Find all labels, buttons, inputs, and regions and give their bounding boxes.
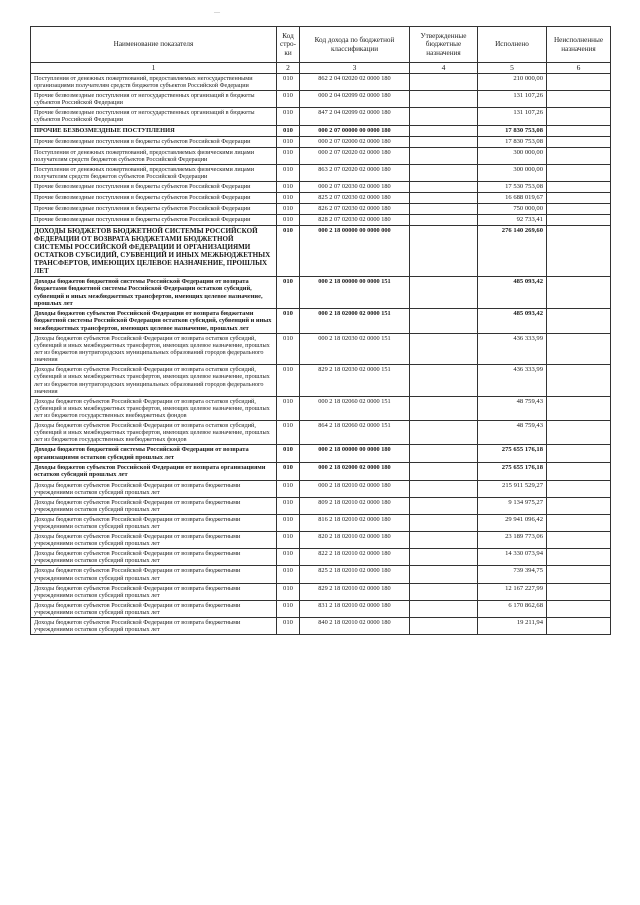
approved-cell [410, 214, 478, 225]
indicator-name-cell: Доходы бюджетов субъектов Российской Федерации от возврата бюджетными учреждениями остатков субсидий прошлых лет [31, 514, 277, 531]
header-approved: Утвержденные бюджетные назначения [410, 27, 478, 63]
indicator-name-cell: Доходы бюджетов субъектов Российской Федерации от возврата бюджетными учреждениями остатков субсидий прошлых лет [31, 549, 277, 566]
unexecuted-cell [547, 91, 611, 108]
executed-cell: 9 134 975,27 [478, 497, 547, 514]
unexecuted-cell [547, 497, 611, 514]
income-code-cell: 000 2 07 02030 02 0000 180 [300, 181, 410, 192]
line-code-cell: 010 [277, 583, 300, 600]
executed-cell: 17 830 753,08 [478, 125, 547, 136]
indicator-name-cell: Доходы бюджетов субъектов Российской Федерации от возврата бюджетными учреждениями остатков субсидий прошлых лет [31, 618, 277, 635]
unexecuted-cell [547, 583, 611, 600]
unexecuted-cell [547, 566, 611, 583]
line-code-cell: 010 [277, 276, 300, 308]
line-code-cell: 010 [277, 108, 300, 125]
table-row [31, 396, 611, 420]
header-indicator-name: Наименование показателя [31, 27, 277, 63]
column-number: 3 [300, 63, 410, 74]
header-row [31, 27, 611, 63]
income-code-cell: 829 2 18 02010 02 0000 180 [300, 583, 410, 600]
table-row [31, 276, 611, 308]
income-code-cell: 840 2 18 02010 02 0000 180 [300, 618, 410, 635]
income-code-cell: 825 2 18 02010 02 0000 180 [300, 566, 410, 583]
indicator-name-cell: Доходы бюджетов субъектов Российской Федерации от возврата бюджетными учреждениями остатков субсидий прошлых лет [31, 600, 277, 617]
indicator-name-cell: Прочие безвозмездные поступления в бюджеты субъектов Российской Федерации [31, 181, 277, 192]
executed-cell: 19 211,94 [478, 618, 547, 635]
executed-cell: 436 333,99 [478, 334, 547, 365]
table-row [31, 421, 611, 445]
executed-cell: 275 655 176,18 [478, 445, 547, 463]
income-code-cell: 864 2 18 02060 02 0000 151 [300, 421, 410, 445]
line-code-cell: 010 [277, 365, 300, 396]
approved-cell [410, 532, 478, 549]
indicator-name-cell: ДОХОДЫ БЮДЖЕТОВ БЮДЖЕТНОЙ СИСТЕМЫ РОССИЙСКОЙ ФЕДЕРАЦИИ ОТ ВОЗВРАТА БЮДЖЕТАМИ БЮДЖЕТНОЙ СИСТЕМЫ РОССИЙСКОЙ ФЕДЕРАЦИИ И ОРГАНИЗАЦИЯМИ ОСТАТКОВ СУБСИДИЙ, СУБВЕНЦИЙ И ИНЫХ МЕЖБЮДЖЕТНЫХ ТРАНСФЕРТОВ, ИМЕЮЩИХ ЦЕЛЕВОЕ НАЗНАЧЕНИЕ, ПРОШЛЫХ ЛЕТ [31, 225, 277, 276]
executed-cell: 276 140 269,60 [478, 225, 547, 276]
unexecuted-cell [547, 396, 611, 420]
unexecuted-cell [547, 136, 611, 147]
header-unexecuted: Неисполненные назначения [547, 27, 611, 63]
approved-cell [410, 225, 478, 276]
line-code-cell: 010 [277, 334, 300, 365]
executed-cell: 12 167 227,99 [478, 583, 547, 600]
table-row [31, 108, 611, 125]
unexecuted-cell [547, 480, 611, 497]
executed-cell: 436 333,99 [478, 365, 547, 396]
unexecuted-cell [547, 214, 611, 225]
income-code-cell: 000 2 07 00000 00 0000 180 [300, 125, 410, 136]
executed-cell: 23 189 773,06 [478, 532, 547, 549]
unexecuted-cell [547, 549, 611, 566]
line-code-cell: 010 [277, 181, 300, 192]
table-row [31, 125, 611, 136]
approved-cell [410, 566, 478, 583]
unexecuted-cell [547, 334, 611, 365]
income-code-cell: 829 2 18 02030 02 0000 151 [300, 365, 410, 396]
line-code-cell: 010 [277, 462, 300, 480]
table-row [31, 225, 611, 276]
unexecuted-cell [547, 618, 611, 635]
indicator-name-cell: Прочие безвозмездные поступления в бюджеты субъектов Российской Федерации [31, 203, 277, 214]
unexecuted-cell [547, 108, 611, 125]
table-row [31, 583, 611, 600]
approved-cell [410, 147, 478, 164]
approved-cell [410, 445, 478, 463]
approved-cell [410, 462, 478, 480]
table-row [31, 497, 611, 514]
executed-cell: 48 759,43 [478, 421, 547, 445]
executed-cell: 300 000,00 [478, 147, 547, 164]
indicator-name-cell: Доходы бюджетов субъектов Российской Федерации от возврата бюджетными учреждениями остатков субсидий прошлых лет [31, 583, 277, 600]
line-code-cell: 010 [277, 225, 300, 276]
income-code-cell: 862 2 04 02020 02 0000 180 [300, 74, 410, 91]
table-row [31, 566, 611, 583]
table-row [31, 164, 611, 181]
line-code-cell: 010 [277, 497, 300, 514]
income-code-cell: 828 2 07 02030 02 0000 180 [300, 214, 410, 225]
unexecuted-cell [547, 365, 611, 396]
unexecuted-cell [547, 514, 611, 531]
approved-cell [410, 514, 478, 531]
table-row [31, 480, 611, 497]
line-code-cell: 010 [277, 125, 300, 136]
executed-cell: 750 000,00 [478, 203, 547, 214]
table-row [31, 462, 611, 480]
income-code-cell: 000 2 18 02060 02 0000 151 [300, 396, 410, 420]
line-code-cell: 010 [277, 549, 300, 566]
approved-cell [410, 480, 478, 497]
approved-cell [410, 125, 478, 136]
approved-cell [410, 365, 478, 396]
income-code-cell: 826 2 07 02030 02 0000 180 [300, 203, 410, 214]
approved-cell [410, 164, 478, 181]
unexecuted-cell [547, 74, 611, 91]
line-code-cell: 010 [277, 309, 300, 334]
unexecuted-cell [547, 309, 611, 334]
header-line-code: Код стро-ки [277, 27, 300, 63]
approved-cell [410, 497, 478, 514]
indicator-name-cell: Доходы бюджетов бюджетной системы Российской Федерации от возврата организациями остатков субсидий прошлых лет [31, 445, 277, 463]
line-code-cell: 010 [277, 214, 300, 225]
income-code-cell: 831 2 18 02010 02 0000 180 [300, 600, 410, 617]
unexecuted-cell [547, 462, 611, 480]
approved-cell [410, 136, 478, 147]
indicator-name-cell: Доходы бюджетов субъектов Российской Федерации от возврата бюджетами бюджетной системы Российской Федерации остатков субсидий, субвенций и иных межбюджетных трансфертов, имеющих целевое назначение, прошлых лет [31, 309, 277, 334]
income-code-cell: 000 2 18 02010 02 0000 180 [300, 480, 410, 497]
executed-cell: 29 941 096,42 [478, 514, 547, 531]
approved-cell [410, 549, 478, 566]
executed-cell: 17 830 753,08 [478, 136, 547, 147]
indicator-name-cell: Доходы бюджетов бюджетной системы Российской Федерации от возврата бюджетами бюджетной системы Российской Федерации остатков субсидий, субвенций и иных межбюджетных трансфертов, имеющих целевое назначение, прошлых лет [31, 276, 277, 308]
unexecuted-cell [547, 225, 611, 276]
executed-cell: 131 107,26 [478, 91, 547, 108]
executed-cell: 275 655 176,18 [478, 462, 547, 480]
column-number: 1 [31, 63, 277, 74]
income-code-cell: 000 2 07 02000 02 0000 180 [300, 136, 410, 147]
unexecuted-cell [547, 600, 611, 617]
column-number: 5 [478, 63, 547, 74]
income-code-cell: 000 2 18 00000 00 0000 151 [300, 276, 410, 308]
table-row [31, 192, 611, 203]
table-row [31, 147, 611, 164]
column-number: 2 [277, 63, 300, 74]
table-row [31, 514, 611, 531]
indicator-name-cell: Поступления от денежных пожертвований, предоставляемых физическими лицами получателям средств бюджетов субъектов Российской Федерации [31, 164, 277, 181]
table-row [31, 74, 611, 91]
unexecuted-cell [547, 421, 611, 445]
indicator-name-cell: Доходы бюджетов субъектов Российской Федерации от возврата остатков субсидий, субвенций и иных межбюджетных трансфертов, имеющих целевое назначение, прошлых лет из бюджетов внутригородских муниципальных образований городов федерального значения [31, 365, 277, 396]
executed-cell: 17 530 753,08 [478, 181, 547, 192]
income-code-cell: 820 2 18 02010 02 0000 180 [300, 532, 410, 549]
executed-cell: 14 330 073,94 [478, 549, 547, 566]
header-executed: Исполнено [478, 27, 547, 63]
header-income-code: Код дохода по бюджетной классификации [300, 27, 410, 63]
table-row [31, 91, 611, 108]
table-row [31, 600, 611, 617]
line-code-cell: 010 [277, 618, 300, 635]
indicator-name-cell: Прочие безвозмездные поступления в бюджеты субъектов Российской Федерации [31, 192, 277, 203]
approved-cell [410, 309, 478, 334]
approved-cell [410, 334, 478, 365]
column-number: 4 [410, 63, 478, 74]
indicator-name-cell: Прочие безвозмездные поступления от негосударственных организаций в бюджеты субъектов Российской Федерации [31, 108, 277, 125]
line-code-cell: 010 [277, 192, 300, 203]
table-row [31, 445, 611, 463]
indicator-name-cell: Доходы бюджетов субъектов Российской Федерации от возврата остатков субсидий, субвенций и иных межбюджетных трансфертов, имеющих целевое назначение, прошлых лет из бюджетов внутригородских муниципальных образований городов федерального значения [31, 334, 277, 365]
unexecuted-cell [547, 445, 611, 463]
income-code-cell: 822 2 18 02010 02 0000 180 [300, 549, 410, 566]
table-row [31, 532, 611, 549]
income-code-cell: 863 2 07 02020 02 0000 180 [300, 164, 410, 181]
executed-cell: 300 000,00 [478, 164, 547, 181]
line-code-cell: 010 [277, 74, 300, 91]
income-report-table [30, 26, 611, 635]
executed-cell: 16 688 019,67 [478, 192, 547, 203]
approved-cell [410, 203, 478, 214]
executed-cell: 215 911 529,27 [478, 480, 547, 497]
income-code-cell: 000 2 18 02000 02 0000 180 [300, 462, 410, 480]
page-mark: — [214, 10, 220, 16]
line-code-cell: 010 [277, 147, 300, 164]
approved-cell [410, 583, 478, 600]
unexecuted-cell [547, 532, 611, 549]
line-code-cell: 010 [277, 203, 300, 214]
unexecuted-cell [547, 192, 611, 203]
line-code-cell: 010 [277, 421, 300, 445]
approved-cell [410, 91, 478, 108]
indicator-name-cell: Поступления от денежных пожертвований, предоставляемых негосударственными организациями получателям средств бюджетов субъектов Российской Федерации [31, 74, 277, 91]
income-code-cell: 809 2 18 02010 02 0000 180 [300, 497, 410, 514]
income-code-cell: 847 2 04 02099 02 0000 180 [300, 108, 410, 125]
indicator-name-cell: Доходы бюджетов субъектов Российской Федерации от возврата остатков субсидий, субвенций и иных межбюджетных трансфертов, имеющих целевое назначение, прошлых лет из бюджетов государственных внебюджетных фондов [31, 396, 277, 420]
indicator-name-cell: Доходы бюджетов субъектов Российской Федерации от возврата бюджетными учреждениями остатков субсидий прошлых лет [31, 480, 277, 497]
income-code-cell: 000 2 18 02030 02 0000 151 [300, 334, 410, 365]
indicator-name-cell: Прочие безвозмездные поступления от негосударственных организаций в бюджеты субъектов Российской Федерации [31, 91, 277, 108]
approved-cell [410, 74, 478, 91]
indicator-name-cell: ПРОЧИЕ БЕЗВОЗМЕЗДНЫЕ ПОСТУПЛЕНИЯ [31, 125, 277, 136]
line-code-cell: 010 [277, 396, 300, 420]
executed-cell: 485 093,42 [478, 276, 547, 308]
approved-cell [410, 396, 478, 420]
approved-cell [410, 600, 478, 617]
line-code-cell: 010 [277, 514, 300, 531]
line-code-cell: 010 [277, 566, 300, 583]
table-row [31, 181, 611, 192]
unexecuted-cell [547, 203, 611, 214]
approved-cell [410, 108, 478, 125]
executed-cell: 131 107,26 [478, 108, 547, 125]
table-row [31, 549, 611, 566]
unexecuted-cell [547, 276, 611, 308]
table-row [31, 365, 611, 396]
indicator-name-cell: Поступления от денежных пожертвований, предоставляемых физическими лицами получателям средств бюджетов субъектов Российской Федерации [31, 147, 277, 164]
approved-cell [410, 618, 478, 635]
income-code-cell: 000 2 04 02099 02 0000 180 [300, 91, 410, 108]
unexecuted-cell [547, 181, 611, 192]
indicator-name-cell: Прочие безвозмездные поступления в бюджеты субъектов Российской Федерации [31, 214, 277, 225]
line-code-cell: 010 [277, 600, 300, 617]
approved-cell [410, 276, 478, 308]
column-number-row [31, 63, 611, 74]
table-row [31, 136, 611, 147]
income-code-cell: 000 2 07 02020 02 0000 180 [300, 147, 410, 164]
approved-cell [410, 181, 478, 192]
income-code-cell: 000 2 18 00000 00 0000 000 [300, 225, 410, 276]
executed-cell: 6 170 862,68 [478, 600, 547, 617]
executed-cell: 739 394,75 [478, 566, 547, 583]
line-code-cell: 010 [277, 91, 300, 108]
report-body [31, 74, 611, 635]
column-number: 6 [547, 63, 611, 74]
executed-cell: 92 733,41 [478, 214, 547, 225]
table-row [31, 309, 611, 334]
income-code-cell: 000 2 18 02000 02 0000 151 [300, 309, 410, 334]
indicator-name-cell: Прочие безвозмездные поступления в бюджеты субъектов Российской Федерации [31, 136, 277, 147]
executed-cell: 210 000,00 [478, 74, 547, 91]
executed-cell: 48 759,43 [478, 396, 547, 420]
line-code-cell: 010 [277, 532, 300, 549]
executed-cell: 485 093,42 [478, 309, 547, 334]
indicator-name-cell: Доходы бюджетов субъектов Российской Федерации от возврата организациями остатков субсидий прошлых лет [31, 462, 277, 480]
indicator-name-cell: Доходы бюджетов субъектов Российской Федерации от возврата бюджетными учреждениями остатков субсидий прошлых лет [31, 497, 277, 514]
line-code-cell: 010 [277, 136, 300, 147]
unexecuted-cell [547, 125, 611, 136]
line-code-cell: 010 [277, 164, 300, 181]
indicator-name-cell: Доходы бюджетов субъектов Российской Федерации от возврата бюджетными учреждениями остатков субсидий прошлых лет [31, 532, 277, 549]
income-code-cell: 825 2 07 02030 02 0000 180 [300, 192, 410, 203]
indicator-name-cell: Доходы бюджетов субъектов Российской Федерации от возврата остатков субсидий, субвенций и иных межбюджетных трансфертов, имеющих целевое назначение, прошлых лет из бюджетов государственных внебюджетных фондов [31, 421, 277, 445]
line-code-cell: 010 [277, 480, 300, 497]
approved-cell [410, 421, 478, 445]
income-code-cell: 000 2 18 00000 00 0000 180 [300, 445, 410, 463]
table-row [31, 618, 611, 635]
approved-cell [410, 192, 478, 203]
unexecuted-cell [547, 164, 611, 181]
income-code-cell: 816 2 18 02010 02 0000 180 [300, 514, 410, 531]
table-row [31, 214, 611, 225]
unexecuted-cell [547, 147, 611, 164]
table-row [31, 203, 611, 214]
indicator-name-cell: Доходы бюджетов субъектов Российской Федерации от возврата бюджетными учреждениями остатков субсидий прошлых лет [31, 566, 277, 583]
line-code-cell: 010 [277, 445, 300, 463]
table-row [31, 334, 611, 365]
